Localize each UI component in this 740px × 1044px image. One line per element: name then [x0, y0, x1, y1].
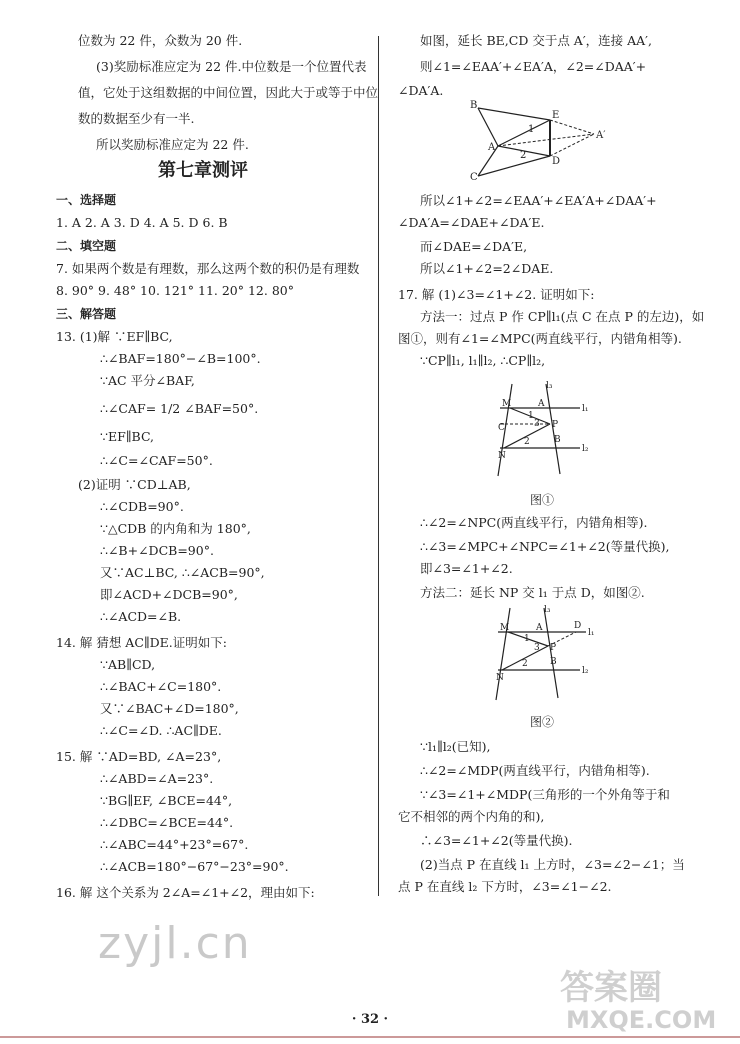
watermark-left: zyjl.cn [98, 918, 252, 969]
svg-text:B: B [470, 100, 478, 111]
svg-text:l₂: l₂ [582, 444, 589, 454]
figure-2-parallel-lines [492, 604, 602, 704]
text-line: 如图，延长 BE,CD 交于点 A′，连接 AA′, [420, 33, 652, 48]
text-line: 所以奖励标准应定为 22 件. [96, 137, 249, 152]
q13-line: ∴∠C=∠CAF=50°. [100, 453, 213, 468]
q17-line: 方法一：过点 P 作 CP∥l₁(点 C 在点 P 的左边)，如 [420, 309, 705, 324]
text-line: ∠DA′A. [398, 83, 444, 98]
svg-text:1: 1 [528, 124, 535, 135]
text-line: 位数为 22 件，众数为 20 件. [78, 33, 243, 48]
q15-line: ∴∠DBC=∠BCE=44°. [100, 815, 234, 830]
q13-line: 13. (1)解 ∵EF∥BC, [56, 329, 173, 344]
bottom-edge [0, 1036, 740, 1038]
figure-1-parallel-lines [494, 380, 594, 480]
text-line: 所以∠1+∠2=∠EAA′+∠EA′A+∠DAA′+ [420, 193, 657, 208]
q14-line: ∴∠C=∠D. ∴AC∥DE. [100, 723, 222, 738]
figure-2-caption: 图② [530, 715, 555, 729]
text-line: 所以∠1+∠2=2∠DAE. [420, 261, 554, 276]
section-heading: 三、解答题 [56, 307, 117, 321]
q13-line: ∴∠CAF= 1/2 ∠BAF=50°. [100, 401, 259, 416]
text-line: (3)奖励标准应定为 22 件.中位数是一个位置代表 [96, 59, 367, 74]
text-line: ∴∠2=∠MDP(两直线平行，内错角相等). [420, 763, 650, 778]
svg-text:P: P [552, 420, 559, 430]
q14-line: 又∵∠BAC+∠D=180°, [100, 701, 239, 716]
svg-text:2: 2 [520, 150, 527, 161]
q13-line: 即∠ACD+∠DCB=90°, [100, 587, 238, 602]
svg-text:1: 1 [524, 634, 530, 644]
q13-line: ∵AC 平分∠BAF, [100, 373, 195, 388]
svg-text:D: D [574, 621, 582, 631]
q15-line: ∵BG∥EF, ∠BCE=44°, [100, 793, 233, 808]
svg-text:N: N [498, 451, 506, 461]
svg-text:1: 1 [528, 411, 534, 421]
page-number: · 32 · [351, 1012, 389, 1027]
svg-text:l₂: l₂ [582, 666, 589, 676]
q14-line: 14. 解 猜想 AC∥DE.证明如下: [56, 635, 227, 650]
text-line: (2)当点 P 在直线 l₁ 上方时，∠3=∠2−∠1；当 [420, 857, 685, 872]
answer-line: 8. 90° 9. 48° 10. 121° 11. 20° 12. 80° [56, 283, 294, 298]
svg-text:E: E [552, 110, 560, 121]
svg-text:C: C [470, 172, 478, 180]
q13-line: ∴∠CDB=90°. [100, 499, 184, 514]
q13-line: 又∵AC⊥BC, ∴∠ACB=90°, [100, 565, 265, 580]
svg-text:B: B [550, 657, 557, 667]
text-line: ∴∠3=∠1+∠2(等量代换). [420, 833, 573, 848]
q16-line: 16. 解 这个关系为 2∠A=∠1+∠2，理由如下: [56, 885, 315, 900]
watermark-right-bottom: MXQE.COM [566, 1006, 717, 1034]
text-line: ∴∠2=∠NPC(两直线平行，内错角相等). [420, 515, 648, 530]
q13-line: ∴∠B+∠DCB=90°. [100, 543, 214, 558]
figure-quadrilateral [470, 100, 630, 180]
svg-text:l₁: l₁ [588, 628, 595, 638]
text-line: ∵∠3=∠1+∠MDP(三角形的一个外角等于和 [420, 787, 670, 802]
text-line: 而∠DAE=∠DA′E, [420, 239, 528, 254]
svg-text:l₁: l₁ [582, 404, 589, 414]
chapter-title: 第七章测评 [158, 160, 248, 181]
svg-text:3: 3 [534, 419, 540, 429]
q13-line: ∴∠ACD=∠B. [100, 609, 182, 624]
text-line: 点 P 在直线 l₂ 下方时，∠3=∠1−∠2. [398, 879, 612, 894]
text-line: ∴∠3=∠MPC+∠NPC=∠1+∠2(等量代换), [420, 539, 670, 554]
q14-line: ∴∠BAC+∠C=180°. [100, 679, 222, 694]
watermark-right-top: 答案圈 [560, 968, 662, 1008]
q15-line: 15. 解 ∵AD=BD, ∠A=23°, [56, 749, 222, 764]
text-line: 方法二：延长 NP 交 l₁ 于点 D，如图②. [420, 585, 645, 600]
q17-line: ∵CP∥l₁, l₁∥l₂, ∴CP∥l₂, [420, 353, 546, 368]
svg-text:A: A [536, 623, 543, 633]
column-divider [378, 36, 379, 896]
svg-text:D: D [552, 156, 561, 167]
svg-text:l₃: l₃ [544, 605, 551, 615]
figure-1-caption: 图① [530, 493, 555, 507]
svg-text:3: 3 [534, 643, 540, 653]
q15-line: ∴∠ABD=∠A=23°. [100, 771, 214, 786]
text-line: ∵l₁∥l₂(已知), [420, 739, 491, 754]
q14-line: ∵AB∥CD, [100, 657, 156, 672]
svg-text:A′: A′ [596, 130, 606, 141]
svg-text:A: A [488, 142, 496, 153]
svg-text:2: 2 [524, 437, 530, 447]
svg-text:l₃: l₃ [546, 381, 553, 391]
q15-line: ∴∠ABC=44°+23°=67°. [100, 837, 249, 852]
q13-line: ∴∠BAF=180°−∠B=100°. [100, 351, 261, 366]
text-line: 则∠1=∠EAA′+∠EA′A，∠2=∠DAA′+ [420, 59, 647, 74]
q17-line: 17. 解 (1)∠3=∠1+∠2. 证明如下: [398, 287, 595, 302]
svg-text:M: M [502, 399, 512, 409]
q15-line: ∴∠ACB=180°−67°−23°=90°. [100, 859, 289, 874]
q13-line: ∵△CDB 的内角和为 180°, [100, 521, 251, 536]
svg-text:B: B [554, 435, 561, 445]
answers-choice: 1. A 2. A 3. D 4. A 5. D 6. B [56, 215, 228, 230]
svg-text:M: M [500, 623, 510, 633]
q13-line: ∵EF∥BC, [100, 429, 155, 444]
q17-line: 图①，则有∠1=∠MPC(两直线平行，内错角相等). [398, 331, 682, 346]
text-line: ∠DA′A=∠DAE+∠DA′E. [398, 215, 545, 230]
q13-line: (2)证明 ∵CD⊥AB, [78, 477, 191, 492]
answer-line: 7. 如果两个数是有理数，那么这两个数的积仍是有理数 [56, 261, 360, 276]
section-heading: 一、选择题 [56, 193, 117, 207]
text-line: 即∠3=∠1+∠2. [420, 561, 513, 576]
text-line: 它不相邻的两个内角的和), [398, 809, 545, 824]
svg-text:P: P [550, 643, 557, 653]
svg-text:N: N [496, 673, 504, 683]
svg-text:2: 2 [522, 659, 528, 669]
svg-text:A: A [538, 399, 545, 409]
svg-text:C: C [498, 423, 505, 433]
section-heading: 二、填空题 [56, 239, 117, 253]
text-line: 数的数据至少有一半. [78, 111, 195, 126]
text-line: 值，它处于这组数据的中间位置，因此大于或等于中位 [78, 85, 379, 100]
